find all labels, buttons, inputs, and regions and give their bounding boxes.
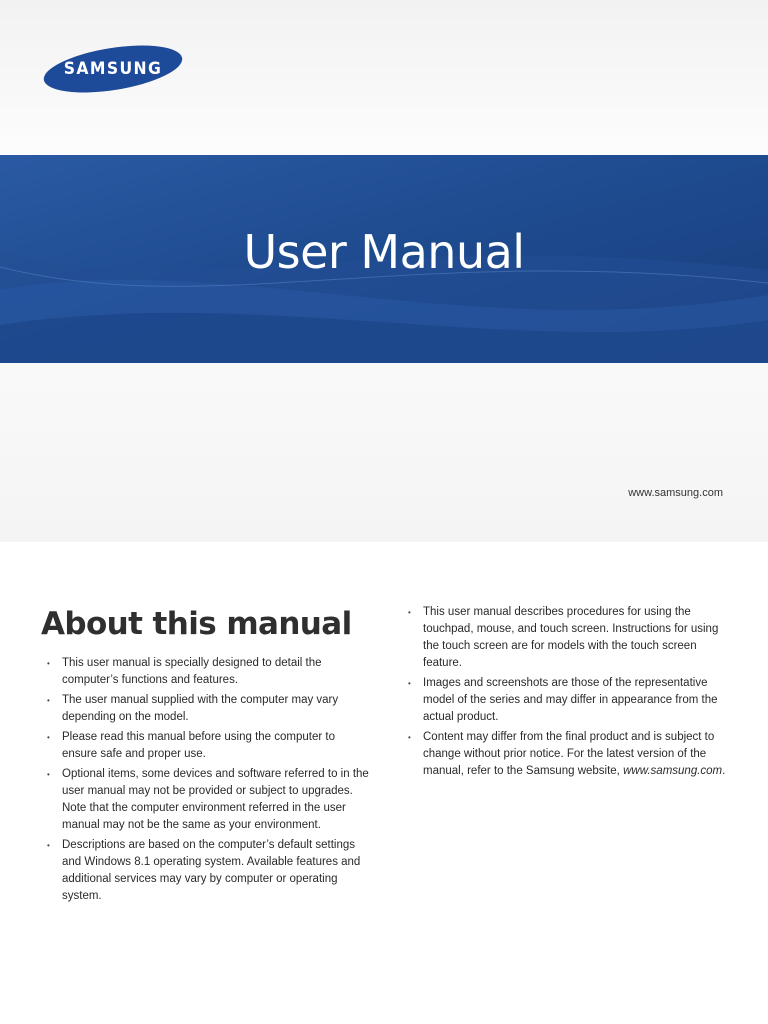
list-item: • Images and screenshots are those of the representative model of the series and may differ in appearance from the actual product. — [408, 677, 718, 723]
title-banner — [0, 155, 768, 363]
list-item: • The user manual supplied with the computer may vary depending on the model. — [47, 694, 339, 723]
logo-text: SAMSUNG — [63, 59, 163, 79]
right-bullet-list — [406, 604, 728, 783]
list-item: • Descriptions are based on the computer’s default settings and Windows 8.1 operating system. Available features and additional services may vary by computer or operating system. — [47, 839, 361, 902]
about-heading: About this manual — [41, 606, 352, 642]
bullet-icon: • — [47, 696, 50, 705]
bullet-icon: • — [408, 733, 411, 742]
about-section — [0, 542, 768, 1024]
list-item: • Please read this manual before using the computer to ensure safe and proper use. — [47, 731, 335, 760]
bullet-icon: • — [408, 608, 411, 617]
bullet-icon: • — [47, 770, 50, 779]
bullet-icon: • — [47, 733, 50, 742]
bullet-icon: • — [47, 841, 50, 850]
bullet-icon: • — [408, 679, 411, 688]
samsung-logo — [42, 44, 184, 94]
cover-title: User Manual — [243, 225, 525, 279]
website-link[interactable]: www.samsung.com — [623, 765, 723, 777]
list-item: • This user manual describes procedures for using the touchpad, mouse, and touch screen. Instructions for using the touch screen are for models with the touch screen feature. — [408, 606, 719, 669]
bullet-icon: • — [47, 659, 50, 668]
list-item: • Content may differ from the final product and is subject to change without prior notice. For the latest version of the manual, refer to the Samsung website, www.samsung.com. — [408, 731, 726, 777]
list-item: • Optional items, some devices and software referred to in the user manual may not be provided or subject to upgrades. Note that the computer environment referred in the user manual may not be the same as your environment. — [47, 768, 369, 831]
left-bullet-list — [45, 655, 370, 908]
website-url: www.samsung.com — [628, 487, 723, 499]
list-item: • This user manual is specially designed to detail the computer’s functions and features. — [47, 657, 322, 686]
